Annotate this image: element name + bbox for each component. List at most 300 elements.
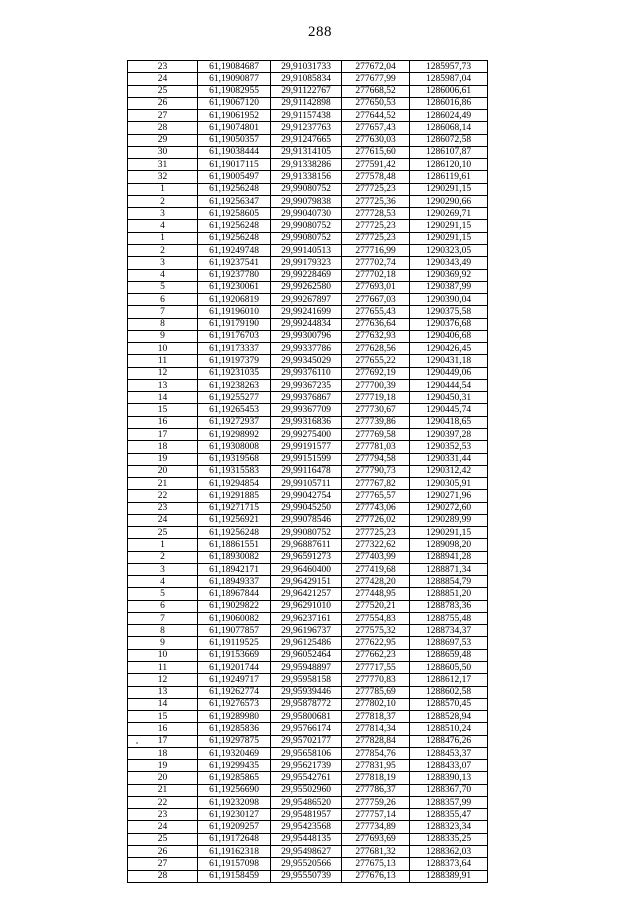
table-row [128,85,488,97]
longitude-cell: 29,99080752 [271,232,342,244]
longitude-cell: 29,95486520 [271,796,342,808]
table-row [128,146,488,158]
x-coordinate-cell: 277655,43 [342,306,410,318]
table-row [128,858,488,870]
x-coordinate-cell: 277681,32 [342,846,410,858]
latitude-cell: 61,19119525 [198,637,271,649]
longitude-cell: 29,91142898 [271,97,342,109]
longitude-cell: 29,99337786 [271,343,342,355]
table-row [128,269,488,281]
point-number-cell: 27 [128,858,198,870]
x-coordinate-cell: 277818,19 [342,772,410,784]
y-coordinate-cell: 1286120,10 [410,159,488,171]
point-number-cell: 20 [128,772,198,784]
point-number-cell: 24 [128,73,198,85]
y-coordinate-cell: 1286072,58 [410,134,488,146]
point-number-cell: 12 [128,367,198,379]
point-number-cell: 7 [128,612,198,624]
latitude-cell: 61,19256347 [198,195,271,207]
latitude-cell: 61,19237780 [198,269,271,281]
latitude-cell: 61,19077857 [198,625,271,637]
y-coordinate-cell: 1288362,03 [410,846,488,858]
latitude-cell: 61,19230127 [198,809,271,821]
point-number-cell: 13 [128,379,198,391]
y-coordinate-cell: 1288355,47 [410,809,488,821]
longitude-cell: 29,96291010 [271,600,342,612]
table-row [128,686,488,698]
y-coordinate-cell: 1288941,28 [410,551,488,563]
x-coordinate-cell: 277728,53 [342,208,410,220]
y-coordinate-cell: 1288389,91 [410,870,488,882]
latitude-cell: 61,19319568 [198,453,271,465]
longitude-cell: 29,95621739 [271,760,342,772]
table-row [128,698,488,710]
latitude-cell: 61,19256248 [198,220,271,232]
table-row [128,232,488,244]
longitude-cell: 29,99316836 [271,416,342,428]
table-row [128,478,488,490]
longitude-cell: 29,95550739 [271,870,342,882]
table-row [128,379,488,391]
point-number-cell: 26 [128,846,198,858]
point-number-cell: 25 [128,85,198,97]
latitude-cell: 61,19298992 [198,428,271,440]
table-row [128,760,488,772]
point-number-cell: 17 [128,735,198,747]
point-number-cell: 24 [128,514,198,526]
table-row [128,97,488,109]
longitude-cell: 29,91247665 [271,134,342,146]
latitude-cell: 61,19285865 [198,772,271,784]
x-coordinate-cell: 277794,58 [342,453,410,465]
point-number-cell: 4 [128,220,198,232]
y-coordinate-cell: 1288476,26 [410,735,488,747]
x-coordinate-cell: 277716,99 [342,244,410,256]
point-number-cell: 1 [128,232,198,244]
x-coordinate-cell: 277725,23 [342,232,410,244]
y-coordinate-cell: 1290431,18 [410,355,488,367]
x-coordinate-cell: 277676,13 [342,870,410,882]
table-row [128,73,488,85]
point-number-cell: 2 [128,551,198,563]
x-coordinate-cell: 277692,19 [342,367,410,379]
latitude-cell: 61,19074801 [198,122,271,134]
latitude-cell: 61,19196010 [198,306,271,318]
x-coordinate-cell: 277650,53 [342,97,410,109]
x-coordinate-cell: 277644,52 [342,110,410,122]
point-number-cell: 27 [128,110,198,122]
table-row [128,183,488,195]
point-number-cell: 25 [128,527,198,539]
y-coordinate-cell: 1290343,49 [410,257,488,269]
x-coordinate-cell: 277575,32 [342,625,410,637]
point-number-cell: 29 [128,134,198,146]
longitude-cell: 29,99262580 [271,281,342,293]
longitude-cell: 29,95939446 [271,686,342,698]
y-coordinate-cell: 1288659,48 [410,649,488,661]
longitude-cell: 29,95958158 [271,674,342,686]
y-coordinate-cell: 1288697,53 [410,637,488,649]
table-row [128,490,488,502]
x-coordinate-cell: 277726,02 [342,514,410,526]
latitude-cell: 61,18967844 [198,588,271,600]
y-coordinate-cell: 1290269,71 [410,208,488,220]
x-coordinate-cell: 277790,73 [342,465,410,477]
longitude-cell: 29,99367709 [271,404,342,416]
table-row [128,723,488,735]
y-coordinate-cell: 1290272,60 [410,502,488,514]
table-row [128,735,488,747]
x-coordinate-cell: 277785,69 [342,686,410,698]
y-coordinate-cell: 1290390,04 [410,294,488,306]
longitude-cell: 29,99151599 [271,453,342,465]
x-coordinate-cell: 277622,95 [342,637,410,649]
y-coordinate-cell: 1290426,45 [410,343,488,355]
x-coordinate-cell: 277767,82 [342,478,410,490]
x-coordinate-cell: 277628,56 [342,343,410,355]
longitude-cell: 29,91314105 [271,146,342,158]
x-coordinate-cell: 277677,99 [342,73,410,85]
longitude-cell: 29,99228469 [271,269,342,281]
x-coordinate-cell: 277725,23 [342,527,410,539]
point-number-cell: 14 [128,698,198,710]
table-row [128,61,488,73]
table-row [128,600,488,612]
y-coordinate-cell: 1290369,92 [410,269,488,281]
table-row [128,110,488,122]
latitude-cell: 61,19230061 [198,281,271,293]
y-coordinate-cell: 1290444,54 [410,379,488,391]
x-coordinate-cell: 277770,83 [342,674,410,686]
point-number-cell: 30 [128,146,198,158]
table-row [128,306,488,318]
table-row [128,208,488,220]
y-coordinate-cell: 1290290,66 [410,195,488,207]
point-number-cell: 7 [128,306,198,318]
y-coordinate-cell: 1288851,20 [410,588,488,600]
x-coordinate-cell: 277668,52 [342,85,410,97]
y-coordinate-cell: 1288734,37 [410,625,488,637]
x-coordinate-cell: 277672,04 [342,61,410,73]
longitude-cell: 29,99300796 [271,330,342,342]
y-coordinate-cell: 1285957,73 [410,61,488,73]
latitude-cell: 61,19315583 [198,465,271,477]
table-row [128,367,488,379]
longitude-cell: 29,99140513 [271,244,342,256]
latitude-cell: 61,19285836 [198,723,271,735]
longitude-cell: 29,95658106 [271,747,342,759]
table-row [128,318,488,330]
x-coordinate-cell: 277717,55 [342,662,410,674]
table-row [128,637,488,649]
latitude-cell: 61,19153669 [198,649,271,661]
y-coordinate-cell: 1290397,28 [410,428,488,440]
table-row [128,441,488,453]
latitude-cell: 61,19231035 [198,367,271,379]
latitude-cell: 61,19237541 [198,257,271,269]
latitude-cell: 61,19256248 [198,527,271,539]
y-coordinate-cell: 1289098,20 [410,539,488,551]
latitude-cell: 61,19005497 [198,171,271,183]
point-number-cell: 15 [128,404,198,416]
table-row [128,662,488,674]
latitude-cell: 61,19256690 [198,784,271,796]
x-coordinate-cell: 277322,62 [342,539,410,551]
table-row [128,502,488,514]
y-coordinate-cell: 1288453,37 [410,747,488,759]
point-number-cell: 22 [128,796,198,808]
point-number-cell: 28 [128,122,198,134]
x-coordinate-cell: 277725,23 [342,220,410,232]
longitude-cell: 29,99376110 [271,367,342,379]
point-number-cell: 1 [128,539,198,551]
x-coordinate-cell: 277520,21 [342,600,410,612]
page-number: 288 [308,24,332,40]
table-row [128,772,488,784]
point-number-cell: 21 [128,784,198,796]
y-coordinate-cell: 1285987,04 [410,73,488,85]
table-row [128,674,488,686]
latitude-cell: 61,19320469 [198,747,271,759]
y-coordinate-cell: 1288783,36 [410,600,488,612]
x-coordinate-cell: 277700,39 [342,379,410,391]
table-row [128,392,488,404]
latitude-cell: 61,19297875 [198,735,271,747]
longitude-cell: 29,91085834 [271,73,342,85]
point-number-cell: 8 [128,625,198,637]
longitude-cell: 29,95542761 [271,772,342,784]
latitude-cell: 61,19176703 [198,330,271,342]
y-coordinate-cell: 1290450,31 [410,392,488,404]
x-coordinate-cell: 277786,37 [342,784,410,796]
y-coordinate-cell: 1290331,44 [410,453,488,465]
y-coordinate-cell: 1290323,05 [410,244,488,256]
table-row [128,195,488,207]
point-number-cell: 25 [128,833,198,845]
latitude-cell: 61,19017115 [198,159,271,171]
longitude-cell: 29,91122767 [271,85,342,97]
longitude-cell: 29,95448135 [271,833,342,845]
longitude-cell: 29,99275400 [271,428,342,440]
y-coordinate-cell: 1288570,45 [410,698,488,710]
y-coordinate-cell: 1290291,15 [410,527,488,539]
y-coordinate-cell: 1288390,13 [410,772,488,784]
point-number-cell: 31 [128,159,198,171]
latitude-cell: 61,19082955 [198,85,271,97]
longitude-cell: 29,91338156 [271,171,342,183]
y-coordinate-cell: 1290387,99 [410,281,488,293]
longitude-cell: 29,96196737 [271,625,342,637]
latitude-cell: 61,19158459 [198,870,271,882]
table-row [128,612,488,624]
coordinates-table [127,60,488,883]
x-coordinate-cell: 277403,99 [342,551,410,563]
longitude-cell: 29,96421257 [271,588,342,600]
table-row [128,416,488,428]
longitude-cell: 29,96125486 [271,637,342,649]
y-coordinate-cell: 1288854,79 [410,576,488,588]
point-number-cell: 19 [128,760,198,772]
table-row [128,122,488,134]
longitude-cell: 29,99191577 [271,441,342,453]
y-coordinate-cell: 1290291,15 [410,232,488,244]
x-coordinate-cell: 277802,10 [342,698,410,710]
x-coordinate-cell: 277725,23 [342,183,410,195]
latitude-cell: 61,19038444 [198,146,271,158]
x-coordinate-cell: 277765,57 [342,490,410,502]
point-number-cell: 28 [128,870,198,882]
x-coordinate-cell: 277662,23 [342,649,410,661]
point-number-cell: 11 [128,662,198,674]
x-coordinate-cell: 277769,58 [342,428,410,440]
longitude-cell: 29,95878772 [271,698,342,710]
latitude-cell: 61,19157098 [198,858,271,870]
table-row [128,588,488,600]
x-coordinate-cell: 277702,74 [342,257,410,269]
table-row [128,821,488,833]
latitude-cell: 61,19061952 [198,110,271,122]
y-coordinate-cell: 1290445,74 [410,404,488,416]
longitude-cell: 29,99116478 [271,465,342,477]
point-number-cell: 3 [128,257,198,269]
table-row [128,711,488,723]
y-coordinate-cell: 1286006,61 [410,85,488,97]
longitude-cell: 29,95423568 [271,821,342,833]
point-number-cell: 10 [128,343,198,355]
longitude-cell: 29,99079838 [271,195,342,207]
x-coordinate-cell: 277636,64 [342,318,410,330]
y-coordinate-cell: 1290375,58 [410,306,488,318]
x-coordinate-cell: 277734,89 [342,821,410,833]
table-row [128,281,488,293]
x-coordinate-cell: 277578,48 [342,171,410,183]
table-row [128,809,488,821]
latitude-cell: 61,19050357 [198,134,271,146]
x-coordinate-cell: 277854,76 [342,747,410,759]
point-number-cell: 2 [128,195,198,207]
latitude-cell: 61,19262774 [198,686,271,698]
longitude-cell: 29,95498627 [271,846,342,858]
point-number-cell: 24 [128,821,198,833]
latitude-cell: 61,18942171 [198,563,271,575]
latitude-cell: 61,19172648 [198,833,271,845]
x-coordinate-cell: 277818,37 [342,711,410,723]
table-row [128,257,488,269]
y-coordinate-cell: 1288602,58 [410,686,488,698]
x-coordinate-cell: 277632,93 [342,330,410,342]
x-coordinate-cell: 277814,34 [342,723,410,735]
table-row [128,404,488,416]
point-number-cell: 9 [128,637,198,649]
latitude-cell: 61,19238263 [198,379,271,391]
longitude-cell: 29,95502960 [271,784,342,796]
x-coordinate-cell: 277554,83 [342,612,410,624]
table-row [128,294,488,306]
point-number-cell: 18 [128,747,198,759]
point-number-cell: 10 [128,649,198,661]
x-coordinate-cell: 277743,06 [342,502,410,514]
longitude-cell: 29,95766174 [271,723,342,735]
longitude-cell: 29,99267897 [271,294,342,306]
point-number-cell: 4 [128,576,198,588]
point-number-cell: 32 [128,171,198,183]
y-coordinate-cell: 1290449,06 [410,367,488,379]
table-row [128,625,488,637]
table-row [128,171,488,183]
point-number-cell: 1 [128,183,198,195]
table-row [128,465,488,477]
point-number-cell: 26 [128,97,198,109]
y-coordinate-cell: 1290312,42 [410,465,488,477]
x-coordinate-cell: 277759,26 [342,796,410,808]
latitude-cell: 61,19232098 [198,796,271,808]
latitude-cell: 61,19173337 [198,343,271,355]
x-coordinate-cell: 277675,13 [342,858,410,870]
point-number-cell: 16 [128,723,198,735]
y-coordinate-cell: 1288373,64 [410,858,488,870]
latitude-cell: 61,19299435 [198,760,271,772]
table-row [128,514,488,526]
point-number-cell: 23 [128,502,198,514]
table-row [128,649,488,661]
x-coordinate-cell: 277693,01 [342,281,410,293]
x-coordinate-cell: 277719,18 [342,392,410,404]
latitude-cell: 61,19084687 [198,61,271,73]
longitude-cell: 29,99042754 [271,490,342,502]
point-number-cell: 12 [128,674,198,686]
longitude-cell: 29,96460400 [271,563,342,575]
table-row [128,220,488,232]
latitude-cell: 61,18930082 [198,551,271,563]
point-number-cell: 18 [128,441,198,453]
longitude-cell: 29,99078546 [271,514,342,526]
point-number-cell: 8 [128,318,198,330]
longitude-cell: 29,99040730 [271,208,342,220]
longitude-cell: 29,96591273 [271,551,342,563]
x-coordinate-cell: 277448,95 [342,588,410,600]
y-coordinate-cell: 1290291,15 [410,220,488,232]
table-row [128,796,488,808]
longitude-cell: 29,91157438 [271,110,342,122]
point-number-cell: 6 [128,600,198,612]
y-coordinate-cell: 1290305,91 [410,478,488,490]
longitude-cell: 29,99105711 [271,478,342,490]
latitude-cell: 61,19256248 [198,232,271,244]
y-coordinate-cell: 1288612,17 [410,674,488,686]
x-coordinate-cell: 277739,86 [342,416,410,428]
table-row [128,134,488,146]
point-number-cell: 5 [128,588,198,600]
point-number-cell: 14 [128,392,198,404]
y-coordinate-cell: 1288528,94 [410,711,488,723]
coordinates-table-body [128,61,488,883]
y-coordinate-cell: 1290406,68 [410,330,488,342]
table-row [128,330,488,342]
latitude-cell: 61,19258605 [198,208,271,220]
latitude-cell: 61,19209257 [198,821,271,833]
latitude-cell: 61,19272937 [198,416,271,428]
point-number-cell: 5 [128,281,198,293]
longitude-cell: 29,96429151 [271,576,342,588]
table-row [128,846,488,858]
table-row [128,747,488,759]
latitude-cell: 61,19265453 [198,404,271,416]
table-row [128,428,488,440]
point-number-cell: 3 [128,208,198,220]
latitude-cell: 61,19179190 [198,318,271,330]
y-coordinate-cell: 1290289,99 [410,514,488,526]
latitude-cell: 61,18949337 [198,576,271,588]
